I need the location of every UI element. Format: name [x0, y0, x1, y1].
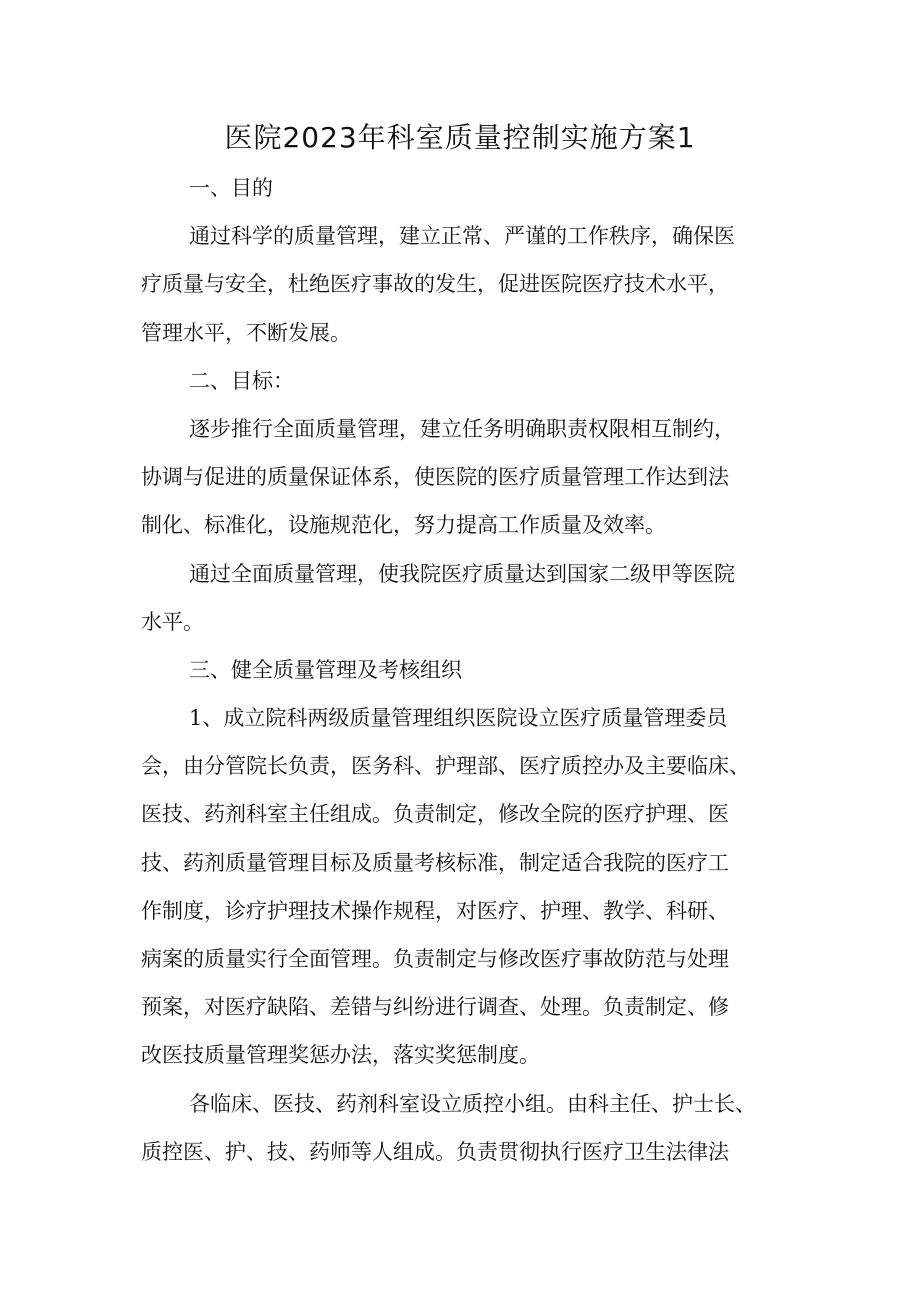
text-line: 作制度，诊疗护理技术操作规程，对医疗、护理、教学、科研、	[141, 898, 729, 923]
text-line: 水平。	[141, 609, 204, 634]
heading-goal	[141, 357, 786, 405]
text-line: 二、目标：	[189, 368, 294, 393]
text-line: 疗质量与安全，杜绝医疗事故的发生，促进医院医疗技术水平，	[141, 272, 729, 297]
text-line: 三、健全质量管理及考核组织	[189, 657, 462, 682]
text-line: 制化、标准化，设施规范化，努力提高工作质量及效率。	[141, 513, 666, 538]
heading-organization	[141, 646, 786, 694]
text-line: 会，由分管院长负责，医务科、护理部、医疗质控办及主要临床、	[141, 754, 750, 779]
paragraph-goal-1	[141, 405, 786, 550]
paragraph-organization-1	[141, 694, 786, 1080]
text-line: 1、成立院科两级质量管理组织医院设立医疗质量管理委员	[189, 706, 728, 731]
document-body	[141, 164, 786, 1176]
paragraph-organization-2	[141, 1080, 786, 1176]
paragraph-purpose	[141, 212, 786, 357]
heading-purpose	[141, 164, 786, 212]
text-line: 通过科学的质量管理，建立正常、严谨的工作秩序，确保医	[189, 224, 735, 249]
text-line: 质控医、护、技、药师等人组成。负责贯彻执行医疗卫生法律法	[141, 1139, 729, 1164]
text-line: 改医技质量管理奖惩办法，落实奖惩制度。	[141, 1043, 540, 1068]
text-line: 病案的质量实行全面管理。负责制定与修改医疗事故防范与处理	[141, 947, 729, 971]
text-line: 一、目的	[189, 176, 273, 200]
text-line: 预案，对医疗缺陷、差错与纠纷进行调查、处理。负责制定、修	[141, 995, 729, 1020]
text-line: 通过全面质量管理，使我院医疗质量达到国家二级甲等医院	[189, 561, 735, 586]
text-line: 医技、药剂科室主任组成。负责制定，修改全院的医疗护理、医	[141, 802, 729, 827]
text-line: 管理水平，不断发展。	[141, 320, 351, 345]
text-line: 协调与促进的质量保证体系，使医院的医疗质量管理工作达到法	[141, 465, 729, 490]
document-title: 医院2023年科室质量控制实施方案1	[224, 121, 696, 154]
text-line: 技、药剂质量管理目标及质量考核标准，制定适合我院的医疗工	[141, 850, 729, 875]
text-line: 各临床、医技、药剂科室设立质控小组。由科主任、护士长、	[189, 1091, 756, 1116]
paragraph-goal-2	[141, 550, 786, 646]
text-line: 逐步推行全面质量管理，建立任务明确职责权限相互制约，	[189, 416, 735, 441]
